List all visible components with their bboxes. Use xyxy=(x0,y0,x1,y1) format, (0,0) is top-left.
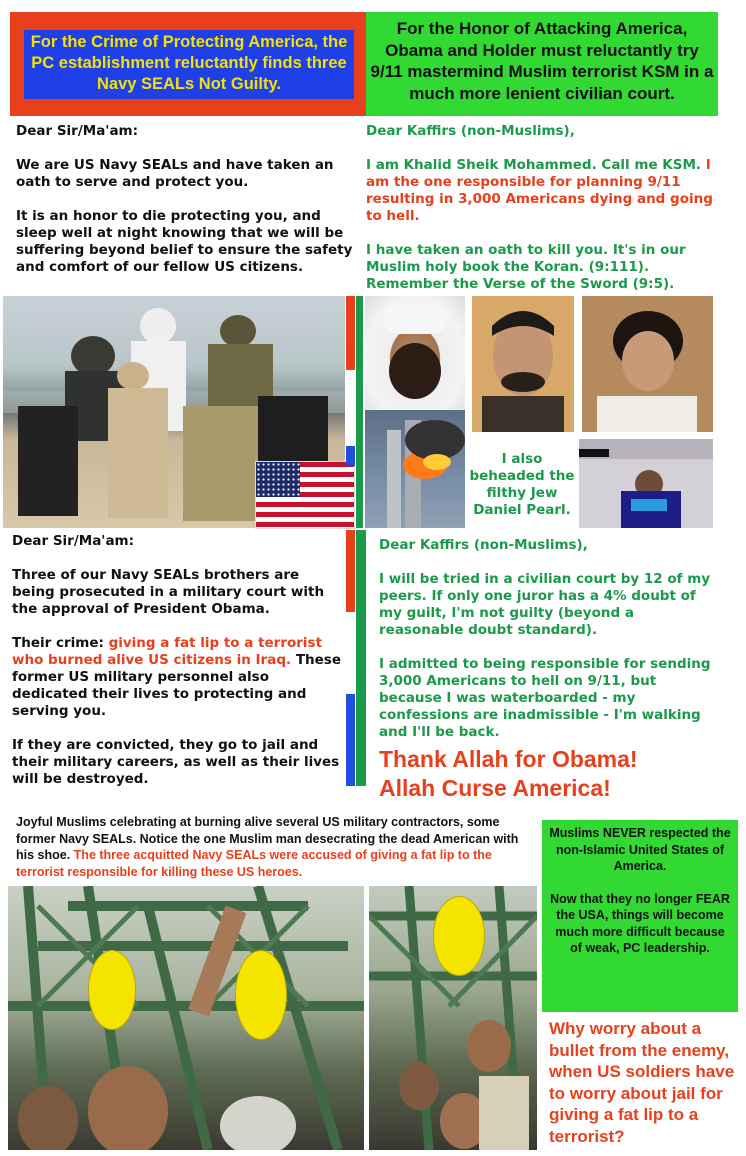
bridge-photo-right xyxy=(369,886,537,1150)
wtc-911-photo xyxy=(365,410,465,528)
green-message-box xyxy=(542,820,738,1012)
green-box-p2: Now that they no longer FEAR the USA, things will become much more difficult because of weak, PC leadership. xyxy=(550,891,730,955)
pearl-caption: I also beheaded the filthy Jew Daniel Pearl. xyxy=(469,451,575,518)
divider-green-top xyxy=(356,296,363,528)
crime-end: These former US military personnel also dedicated their lives to protecting and serving you. xyxy=(12,652,341,719)
ksm-greeting-1: Dear Kaffirs (non-Muslims), xyxy=(366,123,575,139)
seals-letter-2 xyxy=(12,533,342,805)
crime-red-text: giving a fat lip to a terrorist who burned alive US citizens in Iraq. xyxy=(12,635,323,668)
us-flag-canton xyxy=(256,462,300,497)
ksm-responsible-text: I am the one responsible for planning 9/11 resulting in 3,000 Americans dying and going to hell. xyxy=(366,157,713,224)
ksm-letter-2 xyxy=(379,537,714,803)
us-flag-image xyxy=(255,461,355,529)
blur-oval-2 xyxy=(235,950,287,1040)
seals-letter-2-p3: If they are convicted, they go to jail and their military careers, as well as their lives will be destroyed. xyxy=(12,737,340,787)
ksm-greeting-2: Dear Kaffirs (non-Muslims), xyxy=(379,537,588,553)
ksm-letter-1-p1 xyxy=(366,157,716,225)
ksm-photo-1 xyxy=(365,296,465,410)
closing-question: Why worry about a bullet from the enemy, when US soldiers have to worry about jail for giving a fat lip to a terrorist? xyxy=(549,1019,735,1146)
ksm-shout-1: Thank Allah for Obama! xyxy=(379,746,638,772)
green-box-p1: Muslims NEVER respected the non-Islamic United States of America. xyxy=(549,826,731,873)
seals-letter-1-p2: It is an honor to die protecting you, and sleep well at night knowing that we will be suffering beyond belief to ensure the safety and comfort of our fellow US citizens. xyxy=(16,208,353,275)
ksm-letter-1 xyxy=(366,123,716,310)
header-left-panel xyxy=(10,12,366,116)
headline-left: For the Crime of Protecting America, the PC establishment reluctantly finds three Navy SEALs Not Guilty. xyxy=(30,33,348,93)
ksm-arrest-photo xyxy=(582,296,713,432)
header-right-panel xyxy=(366,12,718,116)
seals-greeting-2: Dear Sir/Ma'am: xyxy=(12,533,135,549)
headline-right: For the Honor of Attacking America, Obama and Holder must reluctantly try 9/11 mastermind Muslim terrorist KSM in a much more lenient civilian court. xyxy=(370,19,714,103)
bottom-caption xyxy=(16,814,528,880)
bridge-photo-left xyxy=(8,886,364,1150)
crime-label: Their crime: xyxy=(12,635,104,651)
divider-green-mid xyxy=(356,530,366,786)
seals-letter-1 xyxy=(16,123,358,293)
seals-letter-2-p1: Three of our Navy SEALs brothers are being prosecuted in a military court with the approval of President Obama. xyxy=(12,567,325,617)
divider-blue-top xyxy=(346,446,355,466)
divider-red-top xyxy=(346,296,355,370)
divider-white-mid xyxy=(346,612,355,694)
ksm-shout-2: Allah Curse America! xyxy=(379,775,611,801)
divider-white-top xyxy=(346,370,355,446)
bottom-caption-red: The three acquitted Navy SEALs were accused of giving a fat lip to the terrorist responsible for killing these US heroes. xyxy=(16,848,492,879)
seals-letter-2-p2 xyxy=(12,635,342,720)
bottom-caption-black: Joyful Muslims celebrating at burning alive several US military contractors, some former Navy SEALs. Notice the one Muslim man desecrating the dead American with his shoe. xyxy=(16,815,519,862)
seals-greeting-1: Dear Sir/Ma'am: xyxy=(16,123,139,139)
blur-oval-3 xyxy=(433,896,485,976)
divider-blue-mid xyxy=(346,694,355,786)
blur-oval-1 xyxy=(88,950,136,1030)
header-left-box xyxy=(24,30,354,99)
divider-red-mid xyxy=(346,530,355,612)
ksm-letter-2-p2: I admitted to being responsible for sending 3,000 Americans to hell on 9/11, but because I was waterboarded - my confessions are inadmissible - I'm walking and I'll be back. xyxy=(379,656,711,740)
seals-letter-1-p1: We are US Navy SEALs and have taken an oath to serve and protect you. xyxy=(16,157,334,190)
daniel-pearl-photo xyxy=(579,439,713,528)
ksm-letter-2-p1: I will be tried in a civilian court by 12 of my peers. If only one juror has a 4% doubt of my guilt, I'm not guilty (beyond a reasonable doubt standard). xyxy=(379,571,711,638)
ksm-letter-1-p2: I have taken an oath to kill you. It's in our Muslim holy book the Koran. (9:111). Remember the Verse of the Sword (9:5). xyxy=(366,242,686,292)
ksm-photo-2 xyxy=(472,296,574,432)
ksm-intro: I am Khalid Sheik Mohammed. Call me KSM. xyxy=(366,157,702,173)
